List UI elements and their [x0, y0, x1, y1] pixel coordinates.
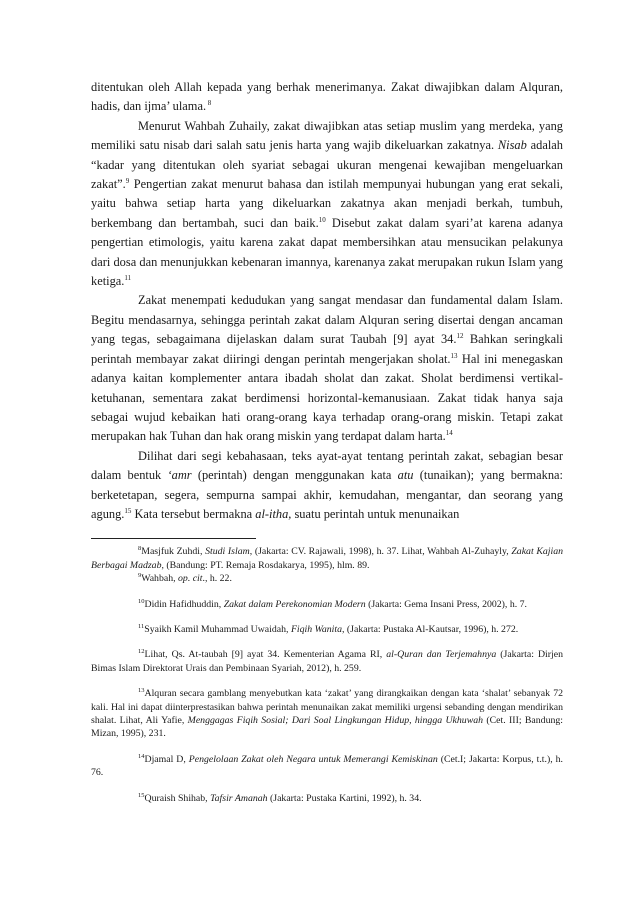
footnote: [91, 598, 563, 611]
text-run: Quraish Shihab,: [144, 792, 211, 804]
footnote: [91, 687, 563, 741]
italic-term: Studi Islam: [205, 546, 250, 558]
italic-term: ‘amr: [167, 468, 192, 483]
footnote-ref: 13: [450, 351, 458, 360]
footnote: [91, 545, 563, 572]
footnote: [91, 572, 563, 585]
footnote-ref: 11: [124, 274, 132, 283]
italic-term: al-itha,: [255, 506, 292, 521]
text-run: Zakat menempati kedudukan yang sangat mendasar dan fundamental dalam Islam. Begitu mendasarnya, sehingga perintah zakat dalam Alquran sering disertai dengan ancaman yang tegas, sebagaimana dijelaskan dalam surat Taubah [9] ayat 34.: [91, 293, 563, 347]
text-run: , (Bandung: PT. Remaja Rosdakarya, 1995), hlm. 89.: [161, 559, 370, 571]
document-page: [91, 78, 563, 805]
italic-term: Menggagas Fiqih Sosial; Dari Soal Lingkungan Hidup, hingga Ukhuwah: [187, 715, 484, 726]
text-run: (Jakarta: Pustaka Kartini, 1992), h. 34.: [267, 792, 422, 804]
footnote-divider: [91, 538, 256, 539]
paragraph: [91, 291, 563, 446]
text-run: (perintah) dengan menggunakan kata: [191, 468, 398, 483]
text-run: , (Jakarta: Pustaka Al-Kautsar, 1996), h. 272.: [342, 623, 519, 635]
body-text: [91, 78, 563, 524]
footnote-ref: 14: [445, 429, 453, 438]
text-run: , (Jakarta: CV. Rajawali, 1998), h. 37. Lihat, Wahbah Al-Zuhayly,: [249, 546, 512, 558]
text-run: ditentukan oleh Allah kepada yang berhak menerimanya. Zakat diwajibkan dalam Alquran, hadis, dan ijma’ ulama.: [91, 80, 563, 114]
italic-term: Tafsir Amanah: [210, 792, 268, 804]
text-run: Masjfuk Zuhdi,: [141, 546, 206, 558]
footnote-ref: 9: [125, 177, 130, 186]
paragraph: [91, 78, 563, 117]
text-run: adalah “kadar yang ditentukan oleh syariat sebagai ukuran mengenai kewajiban mengeluarkan zakat”.: [91, 138, 563, 192]
footnote-ref: 10: [318, 215, 326, 224]
text-run: Pengertian zakat menurut bahasa dan istilah mempunyai hubungan yang erat sekali, yaitu bahwa setiap harta yang dikeluarkan zakatnya akan menjadi berkah, tumbuh, berkembang dan bertambah, suci dan baik.: [91, 177, 563, 230]
footnote-ref: 11: [138, 622, 145, 630]
footnote-ref: 12: [456, 332, 464, 341]
text-run: Dilihat dari segi kebahasaan, teks ayat-ayat tentang perintah zakat, sebagian besar dalam bentuk: [91, 448, 563, 483]
footnote-ref: 8: [206, 99, 212, 108]
text-run: Didin Hafidhuddin,: [144, 598, 224, 610]
text-run: (Jakarta: Gema Insani Press, 2002), h. 7.: [365, 598, 527, 610]
text-run: Syaikh Kamil Muhammad Uwaidah,: [144, 623, 291, 635]
text-run: ., h. 22.: [202, 573, 232, 585]
italic-term: Pengelolaan Zakat oleh Negara untuk Memerangi Kemiskinan: [188, 753, 438, 765]
text-run: suatu perintah untuk menunaikan: [291, 506, 460, 521]
text-run: Alquran secara gamblang menyebutkan kata ‘zakat’ yang dirangkaikan dengan kata ‘shalat’ sebanyak 72 kali. Hal ini dapat diinterprestasikan bahwa perintah menunaikan zakat memiliki urgensi sebanding dengan mendirikan shalat. Lihat, Ali Yafie,: [91, 688, 563, 726]
italic-term: Nisab: [497, 138, 527, 153]
footnote-ref: 8: [138, 545, 142, 553]
footnote-ref: 14: [138, 752, 145, 760]
text-run: Menurut Wahbah Zuhaily, zakat diwajibkan atas setiap muslim yang merdeka, yang memiliki satu nisab dari salah satu jenis harta yang wajib dikeluarkan zakatnya.: [91, 118, 563, 153]
text-run: Bahkan seringkali perintah membayar zakat diiringi dengan perintah mengerjakan sholat.: [91, 332, 563, 366]
paragraph: [91, 117, 563, 292]
footnote-ref: 9: [138, 572, 142, 580]
italic-term: al-Quran dan Terjemahnya: [386, 649, 497, 661]
footnote: [91, 792, 563, 805]
footnote: [91, 753, 563, 780]
text-run: Wahbah,: [141, 573, 179, 585]
footnote-ref: 12: [138, 648, 145, 656]
footnote: [91, 648, 563, 675]
text-run: (Cet.I; Jakarta: Korpus, t.t.), h. 76.: [91, 753, 563, 779]
footnote: [91, 623, 563, 636]
italic-term: Fiqih Wanita: [290, 623, 343, 635]
text-run: (Cet. III; Bandung: Mizan, 1995), 231.: [91, 715, 563, 740]
text-run: Djamal D,: [144, 753, 189, 765]
text-run: (tunaikan); yang bermakna: berketetapan, segera, sempurna sampai akhir, kemudahan, mengantar, dan seorang yang agung.: [91, 468, 563, 521]
text-run: Disebut zakat dalam syari’at karena adanya pengertian etimologis, yaitu karena zakat dapat membersihkan atau mensucikan pelakunya dari dosa dan menunjukkan kebenaran imannya, karenanya zakat merupakan rukun Islam yang ketiga.: [91, 215, 563, 289]
footnote-ref: 10: [138, 597, 145, 605]
italic-term: op. cit: [178, 573, 203, 585]
text-run: Lihat, Qs. At-taubah [9] ayat 34. Kementerian Agama RI,: [144, 649, 387, 661]
text-run: Kata tersebut bermakna: [131, 506, 256, 521]
italic-term: Zakat dalam Perekonomian Modern: [223, 598, 366, 610]
footnote-ref: 15: [124, 506, 132, 515]
text-run: (Jakarta: Dirjen Bimas Islam Direktorat Urais dan Pembinaan Syariah, 2012), h. 259.: [91, 649, 564, 674]
paragraph: [91, 447, 563, 525]
footnote-ref: 13: [138, 687, 145, 695]
text-run: Hal ini menegaskan adanya kaitan komplementer antara ibadah sholat dan zakat. Sholat berdimensi vertikal-ketuhanan, sementara zakat berdimensi horizontal-kemanusiaan. Zakat tidak hanya saja sebagai wujud kebaikan hati orang-orang kaya terhadap orang-orang miskin. Tetapi zakat merupakan hak Tuhan dan hak orang miskin yang terdapat dalam harta.: [91, 351, 563, 444]
italic-term: atu: [397, 468, 414, 483]
italic-term: Zakat Kajian Berbagai Madzab: [91, 546, 564, 571]
footnote-ref: 15: [138, 791, 145, 799]
footnotes: [91, 545, 563, 805]
